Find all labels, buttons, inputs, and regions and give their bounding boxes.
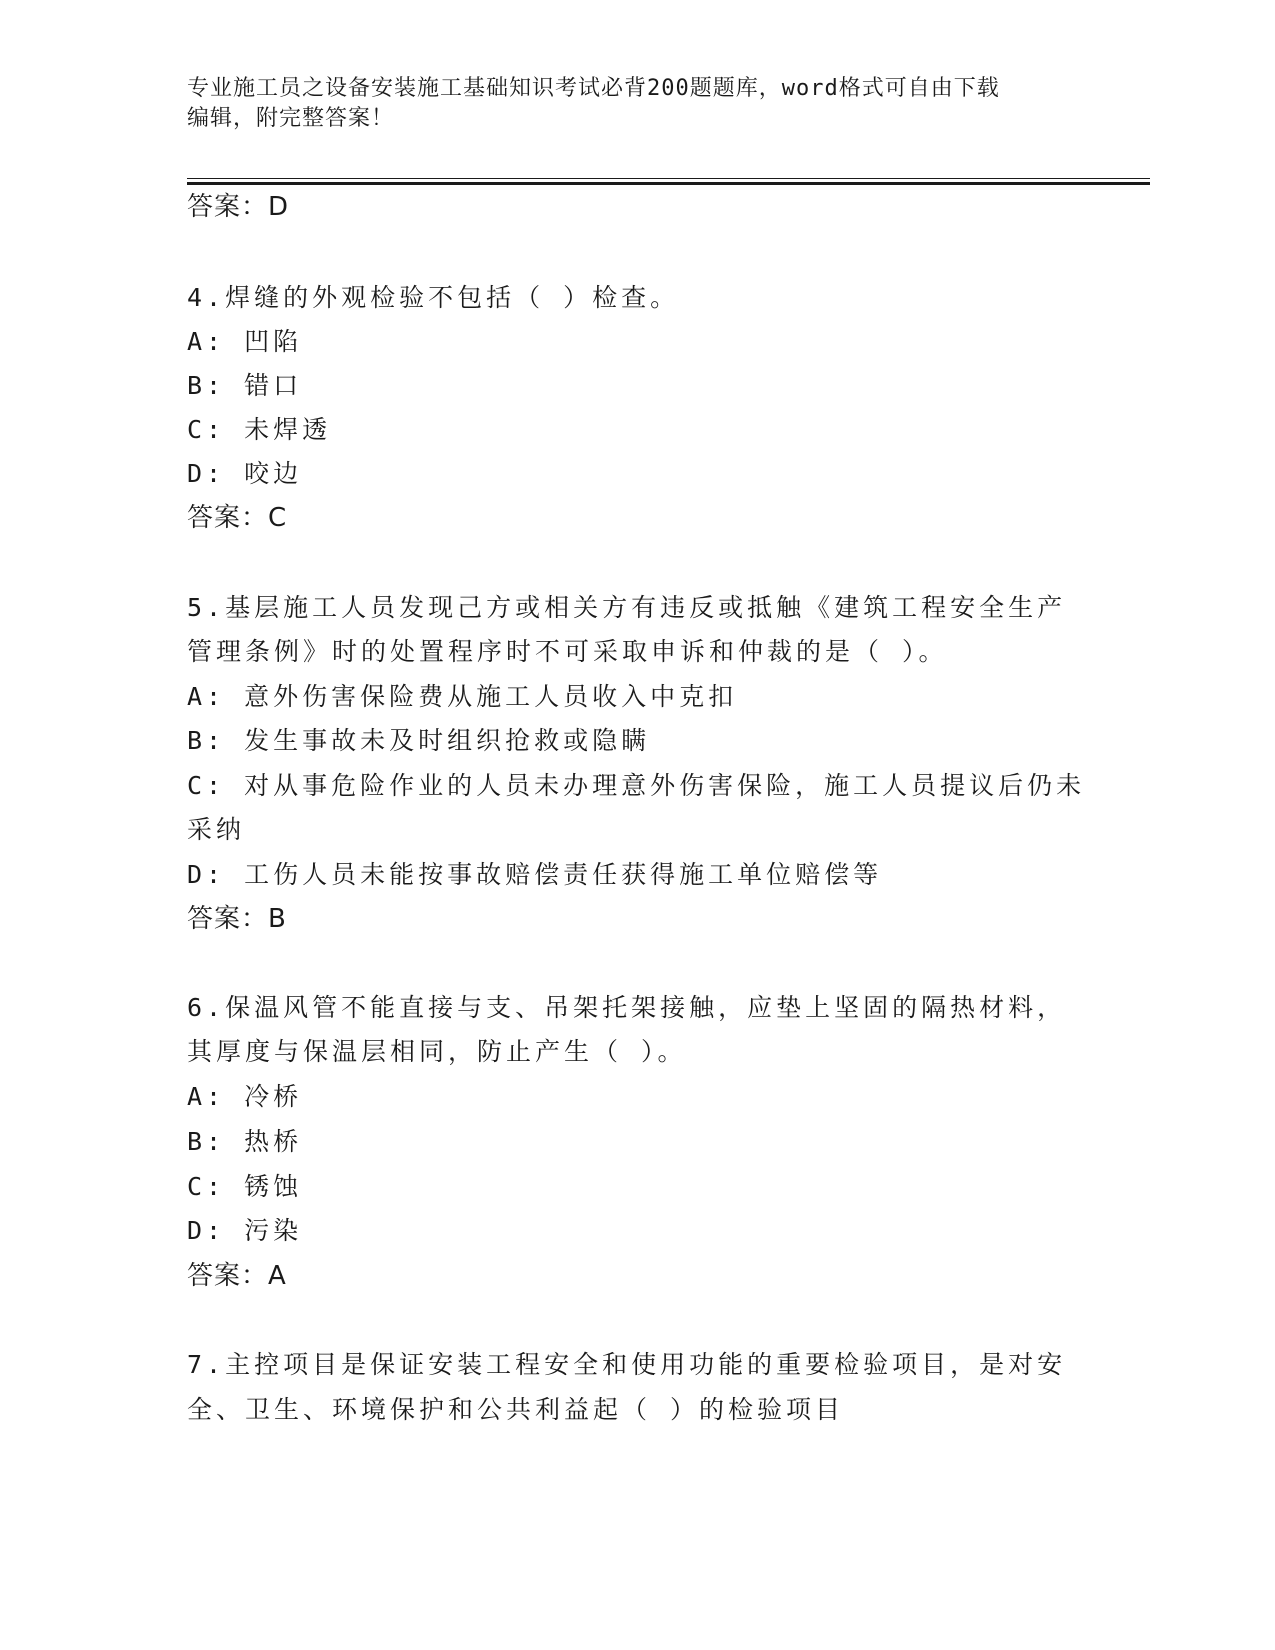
question-6-option-b: B: 热桥 [187,1127,303,1156]
question-4-option-d: D: 咬边 [187,459,303,488]
question-5-option-d: D: 工伤人员未能按事故赔偿责任获得施工单位赔偿等 [187,860,883,889]
question-6-stem-line-2: 其厚度与保温层相同，防止产生（ ）。 [187,1037,687,1066]
question-6-option-d: D: 污染 [187,1216,303,1245]
question-5-stem-line-2: 管理条例》时的处置程序时不可采取申诉和仲裁的是（ ）。 [187,637,948,666]
question-5-stem-line-1: 5.基层施工人员发现己方或相关方有违反或抵触《建筑工程安全生产 [187,593,1067,622]
answer-q6: 答案：A [187,1261,287,1291]
question-5-option-a: A: 意外伤害保险费从施工人员收入中克扣 [187,682,738,711]
question-5-option-c-continued: 采纳 [187,815,246,844]
question-7-stem-line-2: 全、卫生、环境保护和公共利益起（ ）的检验项目 [187,1395,845,1424]
answer-q3: 答案：D [187,192,290,222]
question-5-option-b: B: 发生事故未及时组织抢救或隐瞒 [187,726,651,755]
question-5-option-c: C: 对从事危险作业的人员未办理意外伤害保险，施工人员提议后仍未 [187,771,1086,800]
header-line-2: 编辑，附完整答案！ [187,106,395,131]
header-divider-thick [187,182,1150,185]
document-header [187,74,1067,134]
question-6-stem-line-1: 6.保温风管不能直接与支、吊架托架接触，应垫上坚固的隔热材料， [187,993,1067,1022]
question-7-stem-line-1: 7.主控项目是保证安装工程安全和使用功能的重要检验项目，是对安 [187,1350,1067,1379]
question-4-stem: 4.焊缝的外观检验不包括（ ）检查。 [187,283,680,312]
answer-q5: 答案：B [187,904,287,934]
question-4-option-a: A: 凹陷 [187,327,303,356]
question-6-option-a: A: 冷桥 [187,1082,303,1111]
header-divider-thin [187,178,1150,179]
answer-q4: 答案：C [187,503,288,533]
header-line-1: 专业施工员之设备安装施工基础知识考试必背200题题库，word格式可自由下载 [187,76,1000,101]
question-4-option-c: C: 未焊透 [187,415,332,444]
question-4-option-b: B: 错口 [187,371,303,400]
question-6-option-c: C: 锈蚀 [187,1172,303,1201]
